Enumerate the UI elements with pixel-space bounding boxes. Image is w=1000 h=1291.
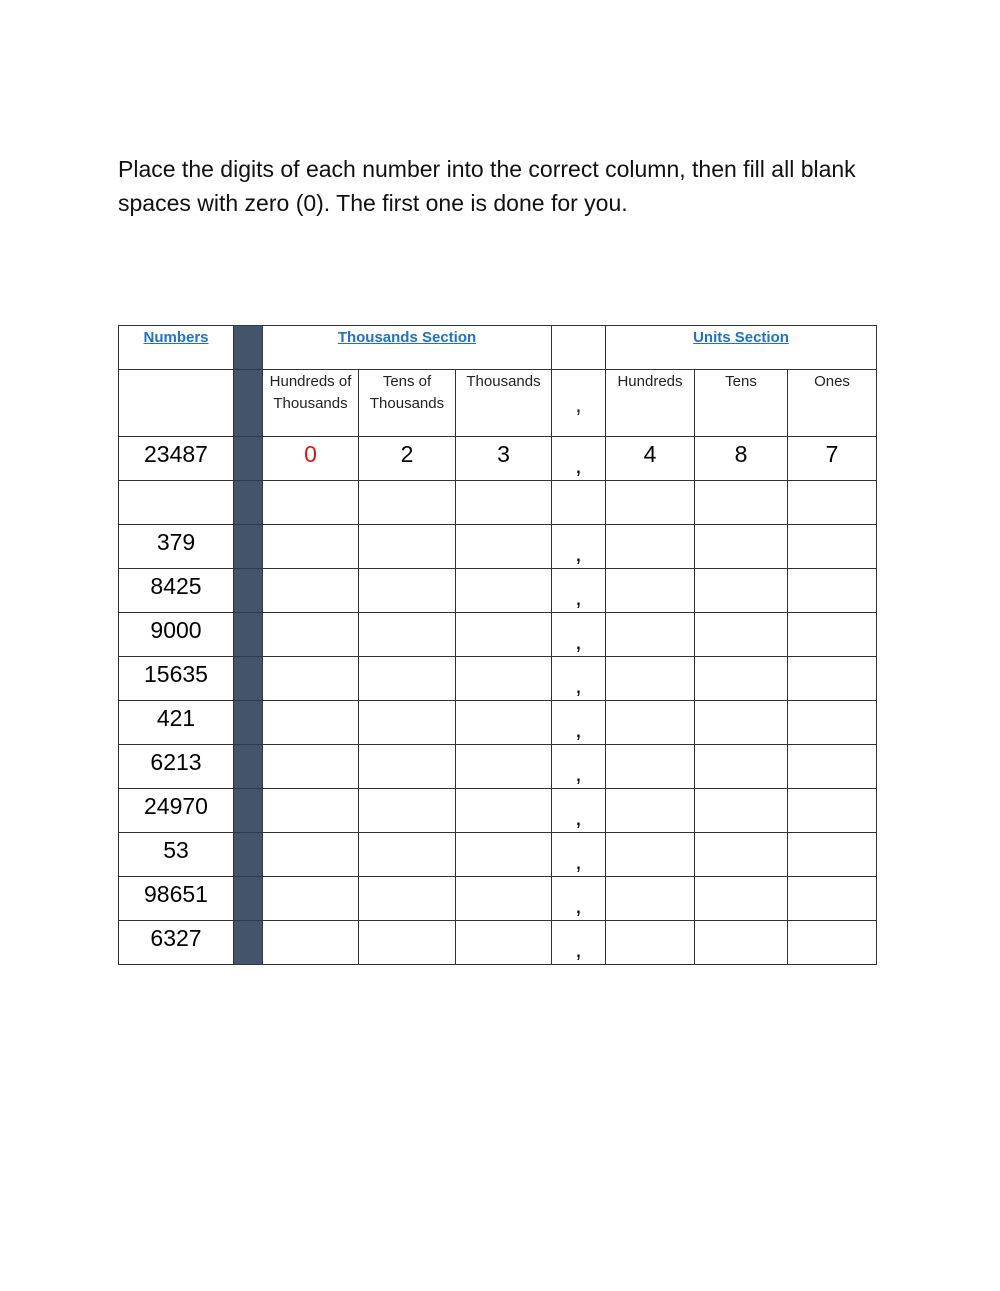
answer-cell-hundreds-of-thousands[interactable] <box>263 789 359 833</box>
column-divider <box>234 789 263 833</box>
exercise-number: 9000 <box>150 617 202 643</box>
numbers-header-link[interactable]: Numbers <box>143 329 209 346</box>
separator-cell <box>552 833 606 877</box>
number-cell <box>119 921 234 965</box>
answer-cell-thousands[interactable] <box>456 657 552 701</box>
separator-header-cell <box>552 326 606 370</box>
number-cell <box>119 613 234 657</box>
blank-cell <box>359 481 456 525</box>
answer-cell-hundreds[interactable] <box>606 789 695 833</box>
column-divider <box>234 437 263 481</box>
separator-cell <box>552 877 606 921</box>
answer-cell-ones[interactable] <box>788 657 877 701</box>
number-cell <box>119 833 234 877</box>
thousands-section-header-cell <box>263 326 552 370</box>
column-divider <box>234 745 263 789</box>
comma-separator: , <box>575 391 582 417</box>
answer-cell-hundreds-of-thousands[interactable] <box>263 921 359 965</box>
column-divider <box>234 569 263 613</box>
comma-separator: , <box>575 892 582 918</box>
example-number: 23487 <box>144 441 208 467</box>
separator-cell <box>552 657 606 701</box>
column-divider <box>234 657 263 701</box>
blank-cell <box>119 481 234 525</box>
column-divider <box>234 877 263 921</box>
comma-separator: , <box>575 584 582 610</box>
blank-cell <box>788 481 877 525</box>
exercise-row <box>119 789 877 833</box>
answer-cell-tens[interactable] <box>695 569 788 613</box>
answer-cell-hundreds-of-thousands[interactable] <box>263 569 359 613</box>
separator-cell <box>552 921 606 965</box>
exercise-number: 379 <box>156 529 196 555</box>
ones-label: Ones <box>788 370 877 437</box>
exercise-row <box>119 833 877 877</box>
answer-cell-thousands[interactable] <box>456 789 552 833</box>
thousands-section-link[interactable]: Thousands Section <box>337 329 477 346</box>
answer-cell-hundreds-of-thousands[interactable] <box>263 833 359 877</box>
numbers-header-cell <box>119 326 234 370</box>
answer-cell-tens[interactable] <box>695 833 788 877</box>
separator-cell <box>552 525 606 569</box>
blank-cell <box>456 481 552 525</box>
answer-cell-ones[interactable] <box>788 921 877 965</box>
separator-cell <box>552 745 606 789</box>
answer-cell-tens[interactable] <box>695 701 788 745</box>
column-divider <box>234 613 263 657</box>
column-label-row <box>119 370 877 437</box>
separator-cell <box>552 789 606 833</box>
answer-cell-tens-of-thousands[interactable] <box>359 745 456 789</box>
comma-separator: , <box>575 540 582 566</box>
exercise-number: 6213 <box>150 749 202 775</box>
answer-cell-hundreds-of-thousands[interactable] <box>263 525 359 569</box>
exercise-number: 6327 <box>150 925 202 951</box>
tens-label: Tens <box>695 370 788 437</box>
answer-cell-tens[interactable] <box>695 789 788 833</box>
column-divider <box>234 833 263 877</box>
hundreds-of-thousands-label: Hundreds of Thousands <box>263 370 359 437</box>
separator-cell <box>552 613 606 657</box>
exercise-row <box>119 921 877 965</box>
example-tens: 8 <box>695 437 788 481</box>
answer-cell-tens[interactable] <box>695 613 788 657</box>
answer-cell-ones[interactable] <box>788 789 877 833</box>
blank-cell <box>606 481 695 525</box>
exercise-number: 421 <box>156 705 196 731</box>
blank-row <box>119 481 877 525</box>
exercise-number: 15635 <box>144 661 208 687</box>
answer-cell-ones[interactable] <box>788 833 877 877</box>
number-cell <box>119 569 234 613</box>
example-row <box>119 437 877 481</box>
units-section-header-cell <box>606 326 877 370</box>
answer-cell-tens-of-thousands[interactable] <box>359 657 456 701</box>
answer-cell-tens-of-thousands[interactable] <box>359 921 456 965</box>
separator-cell <box>552 701 606 745</box>
comma-separator: , <box>575 628 582 654</box>
thousands-label: Thousands <box>456 370 552 437</box>
separator-cell <box>552 569 606 613</box>
exercise-row <box>119 613 877 657</box>
answer-cell-tens[interactable] <box>695 525 788 569</box>
exercise-row <box>119 657 877 701</box>
comma-separator: , <box>575 936 582 962</box>
exercise-number: 98651 <box>144 881 208 907</box>
number-cell <box>119 701 234 745</box>
column-divider <box>234 921 263 965</box>
blank-cell <box>552 481 606 525</box>
number-cell <box>119 789 234 833</box>
answer-cell-hundreds-of-thousands[interactable] <box>263 877 359 921</box>
exercise-row <box>119 701 877 745</box>
number-cell <box>119 657 234 701</box>
exercise-row <box>119 877 877 921</box>
example-thousands: 3 <box>456 437 552 481</box>
answer-cell-tens[interactable] <box>695 745 788 789</box>
example-tens-of-thousands: 2 <box>359 437 456 481</box>
answer-cell-tens-of-thousands[interactable] <box>359 701 456 745</box>
answer-cell-hundreds-of-thousands[interactable] <box>263 613 359 657</box>
column-divider <box>234 525 263 569</box>
answer-cell-hundreds-of-thousands[interactable] <box>263 745 359 789</box>
answer-cell-ones[interactable] <box>788 877 877 921</box>
answer-cell-thousands[interactable] <box>456 833 552 877</box>
answer-cell-thousands[interactable] <box>456 701 552 745</box>
answer-cell-hundreds-of-thousands[interactable] <box>263 657 359 701</box>
exercise-row <box>119 569 877 613</box>
separator-label-cell <box>552 370 606 437</box>
answer-cell-tens-of-thousands[interactable] <box>359 613 456 657</box>
answer-cell-tens-of-thousands[interactable] <box>359 569 456 613</box>
number-cell <box>119 877 234 921</box>
answer-cell-tens-of-thousands[interactable] <box>359 833 456 877</box>
answer-cell-thousands[interactable] <box>456 569 552 613</box>
column-divider <box>234 370 263 437</box>
example-hundreds: 4 <box>606 437 695 481</box>
answer-cell-ones[interactable] <box>788 745 877 789</box>
comma-separator: , <box>575 848 582 874</box>
answer-cell-hundreds-of-thousands[interactable] <box>263 701 359 745</box>
answer-cell-hundreds[interactable] <box>606 877 695 921</box>
answer-cell-thousands[interactable] <box>456 745 552 789</box>
answer-cell-hundreds[interactable] <box>606 657 695 701</box>
answer-cell-thousands[interactable] <box>456 525 552 569</box>
comma-separator: , <box>575 760 582 786</box>
number-cell <box>119 525 234 569</box>
answer-cell-thousands[interactable] <box>456 921 552 965</box>
exercise-number: 8425 <box>150 573 202 599</box>
answer-cell-hundreds[interactable] <box>606 525 695 569</box>
units-section-link[interactable]: Units Section <box>693 329 789 346</box>
example-separator-cell <box>552 437 606 481</box>
answer-cell-hundreds[interactable] <box>606 833 695 877</box>
comma-separator: , <box>575 672 582 698</box>
section-header-row <box>119 326 877 370</box>
blank-cell <box>263 481 359 525</box>
answer-cell-hundreds[interactable] <box>606 745 695 789</box>
answer-cell-tens[interactable] <box>695 657 788 701</box>
place-value-table <box>118 325 877 965</box>
answer-cell-thousands[interactable] <box>456 613 552 657</box>
answer-cell-thousands[interactable] <box>456 877 552 921</box>
answer-cell-hundreds[interactable] <box>606 569 695 613</box>
comma-separator: , <box>575 804 582 830</box>
example-ones: 7 <box>788 437 877 481</box>
exercise-row <box>119 525 877 569</box>
numbers-label-cell <box>119 370 234 437</box>
comma-separator: , <box>575 716 582 742</box>
column-divider <box>234 326 263 370</box>
answer-cell-tens[interactable] <box>695 921 788 965</box>
example-hundreds-of-thousands: 0 <box>263 437 359 481</box>
answer-cell-tens-of-thousands[interactable] <box>359 877 456 921</box>
answer-cell-ones[interactable] <box>788 613 877 657</box>
answer-cell-ones[interactable] <box>788 525 877 569</box>
example-number-cell <box>119 437 234 481</box>
answer-cell-hundreds[interactable] <box>606 921 695 965</box>
answer-cell-ones[interactable] <box>788 701 877 745</box>
exercise-row <box>119 745 877 789</box>
answer-cell-tens-of-thousands[interactable] <box>359 789 456 833</box>
number-cell <box>119 745 234 789</box>
blank-cell <box>695 481 788 525</box>
tens-of-thousands-label: Tens of Thousands <box>359 370 456 437</box>
exercise-number: 53 <box>163 837 189 863</box>
column-divider <box>234 481 263 525</box>
answer-cell-hundreds[interactable] <box>606 701 695 745</box>
comma-separator: , <box>575 452 582 478</box>
hundreds-label: Hundreds <box>606 370 695 437</box>
instructions-text: Place the digits of each number into the correct column, then fill all blank spaces with zero (0). The first one is done for you. <box>118 156 856 216</box>
answer-cell-tens[interactable] <box>695 877 788 921</box>
answer-cell-hundreds[interactable] <box>606 613 695 657</box>
column-divider <box>234 701 263 745</box>
exercise-number: 24970 <box>144 793 208 819</box>
answer-cell-tens-of-thousands[interactable] <box>359 525 456 569</box>
answer-cell-ones[interactable] <box>788 569 877 613</box>
